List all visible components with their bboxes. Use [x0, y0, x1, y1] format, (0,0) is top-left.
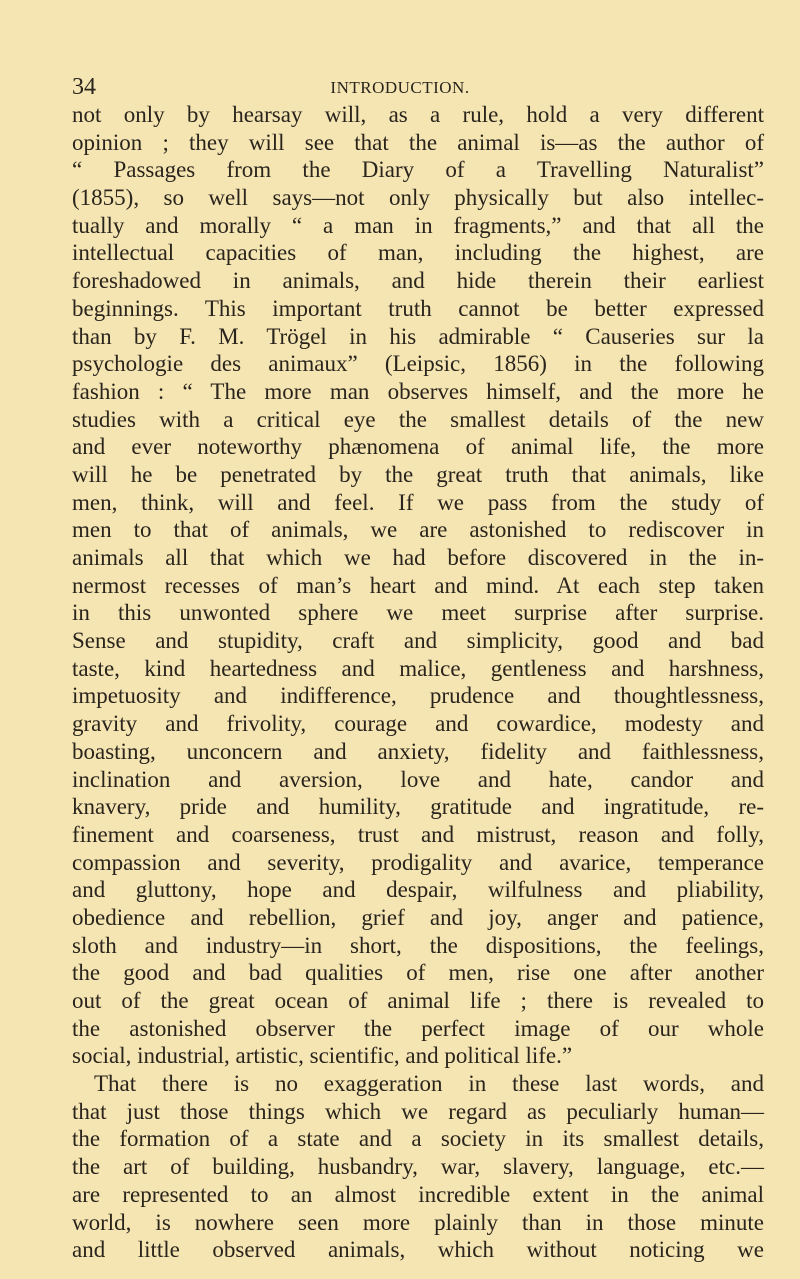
text-line: foreshadowed in animals, and hide therein their earliest: [72, 268, 764, 294]
text-line: men, think, will and feel. If we pass from the study of: [72, 489, 764, 515]
text-line: gravity and frivolity, courage and cowardice, modesty and: [72, 711, 764, 737]
text-line: fashion : “ The more man observes himself, and the more he: [72, 378, 764, 404]
text-line: compassion and severity, prodigality and avarice, temperance: [72, 849, 764, 875]
text-line: knavery, pride and humility, gratitude and ingratitude, re-: [72, 794, 764, 820]
text-line: out of the great ocean of animal life ; there is revealed to: [72, 988, 764, 1013]
text-line: and little observed animals, which without noticing we: [72, 1237, 764, 1263]
text-line: the good and bad qualities of men, rise one after another: [72, 960, 764, 986]
text-line: sloth and industry—in short, the dispositions, the feelings,: [72, 932, 764, 958]
text-line: boasting, unconcern and anxiety, fidelity and faithlessness,: [72, 738, 764, 764]
text-line: not only by hearsay will, as a rule, hold a very different: [72, 102, 764, 127]
text-line: and ever noteworthy phænomena of animal life, the more: [72, 434, 764, 460]
text-line: in this unwonted sphere we meet surprise after surprise.: [72, 600, 764, 626]
text-line: psychologie des animaux” (Leipsic, 1856) in the following: [72, 351, 764, 377]
text-line: taste, kind heartedness and malice, gentleness and harshness,: [72, 655, 764, 681]
text-line: animals all that which we had before discovered in the in-: [72, 545, 764, 570]
text-line: men to that of animals, we are astonished to rediscover in: [72, 517, 764, 543]
text-line: impetuosity and indifference, prudence and thoughtlessness,: [72, 683, 764, 709]
text-line: “ Passages from the Diary of a Travelling Naturalist”: [72, 157, 764, 183]
text-line: are represented to an almost incredible extent in the animal: [72, 1181, 764, 1207]
text-line: and gluttony, hope and despair, wilfulness and pliability,: [72, 877, 764, 903]
text-line: inclination and aversion, love and hate, candor and: [72, 766, 764, 792]
text-line: studies with a critical eye the smallest details of the new: [72, 406, 764, 432]
text-line: nermost recesses of man’s heart and mind. At each step taken: [72, 572, 764, 598]
text-line: the formation of a state and a society in its smallest details,: [72, 1126, 764, 1152]
text-line: (1855), so well says—not only physically but also intellec-: [72, 185, 764, 211]
text-line: obedience and rebellion, grief and joy, anger and patience,: [72, 904, 764, 930]
text-line: finement and coarseness, trust and mistrust, reason and folly,: [72, 821, 764, 847]
text-line: beginnings. This important truth cannot be better expressed: [72, 295, 764, 321]
text-line: will he be penetrated by the great truth that animals, like: [72, 461, 764, 487]
text-line: the art of building, husbandry, war, slavery, language, etc.—: [72, 1154, 764, 1180]
text-line: than by F. M. Trögel in his admirable “ Causeries sur la: [72, 323, 764, 349]
text-line: Sense and stupidity, craft and simplicity, good and bad: [72, 628, 764, 654]
running-title: INTRODUCTION.: [330, 78, 470, 97]
body-text: [72, 101, 764, 1264]
text-line: opinion ; they will see that the animal is—as the author of: [72, 129, 764, 155]
text-line: That there is no exaggeration in these last words, and: [94, 1071, 764, 1097]
text-line: tually and morally “ a man in fragments,” and that all the: [72, 212, 764, 238]
text-line: the astonished observer the perfect image of our whole: [72, 1015, 764, 1041]
text-line: intellectual capacities of man, including the highest, are: [72, 240, 764, 266]
text-line: social, industrial, artistic, scientific, and political life.”: [72, 1043, 573, 1069]
page-number: 34: [72, 74, 96, 100]
text-line: that just those things which we regard as peculiarly human—: [72, 1098, 764, 1124]
text-line: world, is nowhere seen more plainly than in those minute: [72, 1209, 764, 1235]
